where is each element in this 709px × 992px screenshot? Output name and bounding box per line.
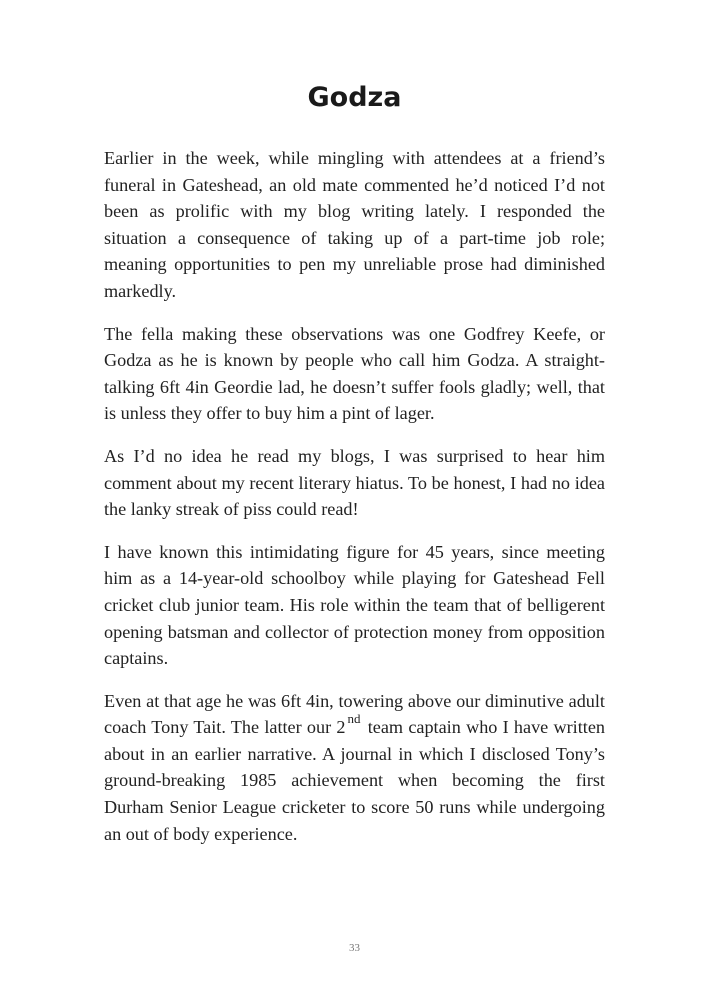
page-number: 33 <box>349 942 360 954</box>
paragraph-5-end: team captain who I have written about in an earlier narrative. A journal in which I disclosed Tony’s ground-breaking 1985 achievement when becoming the first Durham Senior League cricketer to score 50 runs while undergoing an out of body experience. <box>104 717 605 844</box>
paragraph-2: The fella making these observations was one Godfrey Keefe, or Godza as he is known by people who call him Godza. A straight-talking 6ft 4in Geordie lad, he doesn’t suffer fools gladly; well, that is unless they offer to buy him a pint of lager. <box>104 323 605 424</box>
paragraph-4: I have known this intimidating figure for 45 years, since meeting him as a 14-year-old schoolboy while playing for Gateshead Fell cricket club junior team. His role within the team that of belligerent opening batsman and collector of protection money from opposition captains. <box>104 541 605 669</box>
ordinal-superscript: nd <box>347 711 361 727</box>
paragraph-1: Earlier in the week, while mingling with attendees at a friend’s funeral in Gateshead, an old mate commented he’d noticed I’d not been as prolific with my blog writing lately. I responded the situation a consequence of taking up of a part-time job role; meaning opportunities to pen my unreliable prose had diminished markedly. <box>104 148 605 301</box>
paragraph-5-start: Even at that age he was 6ft 4in, towering above our diminutive adult coach Tony Tait. The latter our 2 <box>104 690 605 738</box>
paragraph-5 <box>104 688 605 848</box>
paragraph-3: As I’d no idea he read my blogs, I was surprised to hear him comment about my recent literary hiatus. To be honest, I had no idea the lanky streak of piss could read! <box>104 445 605 520</box>
body-text <box>104 145 605 863</box>
page-title: Godza <box>307 82 402 113</box>
